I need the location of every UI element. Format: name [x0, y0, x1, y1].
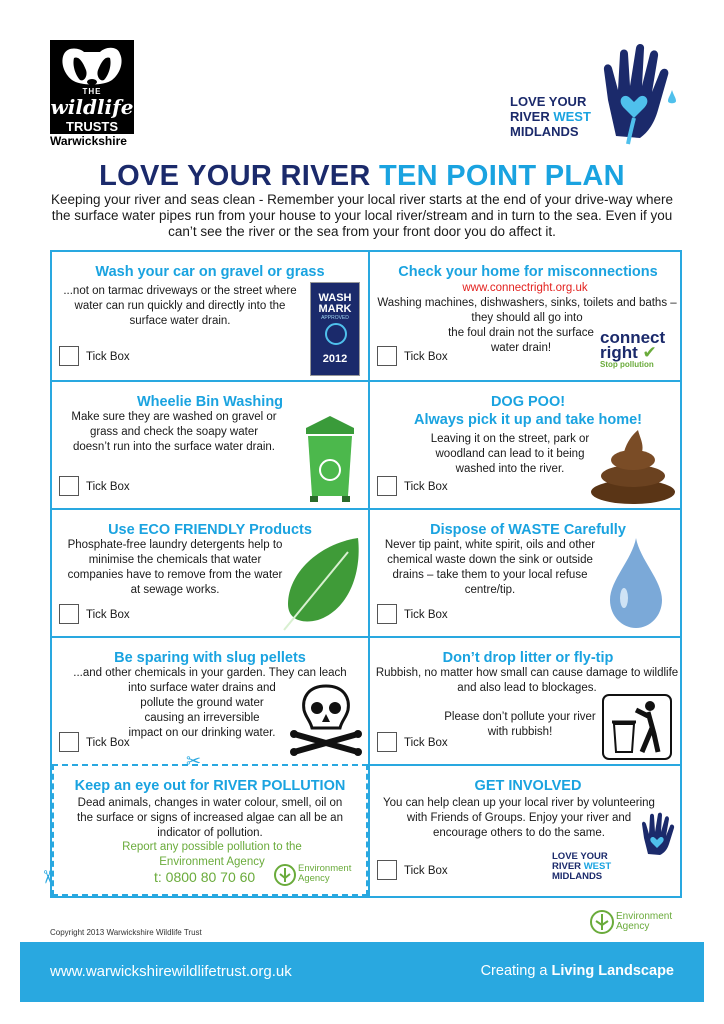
cell-title: Wash your car on gravel or grass — [95, 264, 325, 280]
love-your-river-logo-text — [510, 94, 591, 139]
cell-body: Please don’t pollute your river with rubbish! — [444, 711, 596, 738]
cell-title: Don’t drop litter or fly-tip — [442, 650, 614, 666]
tick-label: Tick Box — [404, 351, 448, 363]
washmark-line1: WASH — [318, 292, 352, 304]
dog-poo-icon — [588, 428, 678, 504]
cell-body: Make sure they are washed on gravel or grass and check the soapy water doesn’t run into the surface water drain. — [71, 411, 277, 453]
cell-body: Washing machines, dishwashers, sinks, toilets and baths – they should all go into — [377, 297, 677, 324]
cell-body: You can help clean up your local river by volunteering with Friends of Groups. Enjoy your river and encourage others to do the same. — [383, 797, 655, 839]
copyright: Copyright 2013 Warwickshire Wildlife Trust — [50, 928, 202, 937]
wt-line2: wildlife — [50, 95, 134, 119]
lyr-small-line2b: WEST — [583, 861, 612, 872]
tick-label: Tick Box — [404, 865, 448, 877]
wildlife-trusts-logo — [50, 40, 134, 148]
tick-label: Tick Box — [86, 351, 130, 363]
connect-right-line2-text: right — [600, 343, 638, 362]
cell-litter — [370, 638, 686, 766]
lyr-line1: LOVE YOUR — [510, 94, 587, 109]
tidyman-litter-icon — [602, 694, 672, 760]
cell-subtitle: Always pick it up and take home! — [413, 412, 643, 428]
cell-title: GET INVOLVED — [474, 778, 582, 794]
badger-icon — [50, 40, 134, 90]
footer-url[interactable]: www.warwickshirewildlifetrust.org.uk — [50, 963, 292, 980]
cell-river-pollution — [52, 764, 368, 896]
ea-bottom-line2: Agency — [616, 921, 650, 932]
leaf-icon — [278, 534, 364, 634]
ea-bottom-line1: Environment — [616, 911, 673, 922]
tick-box-wheelie-bin[interactable] — [59, 476, 79, 496]
love-your-river-hand-small-icon — [634, 812, 678, 856]
skull-crossbones-icon — [288, 682, 364, 758]
washmark-year: 2012 — [322, 353, 348, 365]
ea-line2: Agency — [298, 873, 330, 884]
cell-body: the foul drain not the surface water drain! — [448, 327, 594, 354]
cell-body: ...and other chemicals in your garden. They can leach — [73, 667, 347, 679]
tick-box-get-involved[interactable] — [377, 860, 397, 880]
water-drop-icon — [606, 536, 666, 630]
tick-label: Tick Box — [86, 481, 130, 493]
footer-bar — [20, 942, 704, 1002]
tick-box-misconnections[interactable] — [377, 346, 397, 366]
cell-body: Rubbish, no matter how small can cause damage to wildlife and also lead to blockages. — [375, 667, 679, 694]
tick-label: Tick Box — [404, 609, 448, 621]
cell-wash-car — [52, 252, 368, 380]
footer-tagline-prefix: Creating a — [480, 963, 548, 979]
cell-body: into surface water drains and pollute the ground water causing an irreversible impact on our drinking water. — [128, 682, 276, 739]
title-main: LOVE YOUR RIVER — [99, 160, 371, 192]
lyr-small-logo-text — [552, 852, 611, 882]
connect-right-line3: Stop pollution — [600, 360, 654, 369]
connect-right-logo — [600, 330, 680, 378]
tick-label: Tick Box — [86, 609, 130, 621]
lyr-small-line3: MIDLANDS — [552, 871, 603, 882]
wt-line1: THE — [82, 87, 102, 96]
cell-title: Use ECO FRIENDLY Products — [108, 522, 312, 538]
wt-county: Warwickshire — [50, 134, 140, 148]
cell-eco-products — [52, 510, 368, 638]
check-icon: ✔ — [642, 343, 657, 362]
footer-tagline — [481, 963, 674, 979]
tick-box-dog-poo[interactable] — [377, 476, 397, 496]
phone-number[interactable]: t: 0800 80 70 60 — [154, 869, 256, 885]
ten-point-grid — [50, 250, 682, 898]
cell-body: Never tip paint, white spirit, oils and other chemical waste down the sink or outside drains – take them to your local refuse centre/tip. — [384, 539, 596, 596]
page-title — [0, 160, 724, 193]
tick-label: Tick Box — [404, 481, 448, 493]
tick-box-slug-pellets[interactable] — [59, 732, 79, 752]
cell-title: DOG POO! — [490, 394, 566, 410]
lyr-line2 — [510, 109, 591, 124]
report-text: Report any possible pollution to the Environment Agency — [122, 841, 302, 868]
washmark-tick-icon — [325, 323, 347, 345]
cell-body: Phosphate-free laundry detergents help to minimise the chemicals that water companies have to remove from the water at sewage works. — [67, 539, 283, 596]
lyr-line2a: RIVER — [510, 109, 550, 124]
wt-line3: TRUSTS — [66, 119, 118, 134]
cell-title: Keep an eye out for RIVER POLLUTION — [74, 778, 346, 794]
cell-dispose-waste — [370, 510, 686, 638]
lyr-small-line1: LOVE YOUR — [552, 851, 608, 862]
cell-dog-poo — [370, 382, 686, 510]
washmark-line2: MARK — [318, 303, 352, 315]
environment-agency-icon — [590, 910, 614, 934]
cell-misconnections — [370, 252, 686, 380]
tick-box-eco-products[interactable] — [59, 604, 79, 624]
scissors-icon: ✂ — [186, 751, 202, 771]
cell-title: Be sparing with slug pellets — [114, 650, 306, 666]
environment-agency-icon — [274, 864, 296, 886]
lyr-line2b: WEST — [553, 109, 591, 124]
footer-tagline-bold: Living Landscape — [551, 963, 674, 979]
connect-right-line2 — [600, 345, 680, 360]
connectright-link[interactable]: www.connectright.org.uk — [462, 282, 588, 294]
tick-label: Tick Box — [86, 737, 130, 749]
ea-line1: Environment — [298, 863, 352, 874]
cell-title: Check your home for misconnections — [398, 264, 658, 280]
connect-right-line1: connect — [600, 328, 666, 347]
tick-box-litter[interactable] — [377, 732, 397, 752]
tick-box-dispose-waste[interactable] — [377, 604, 397, 624]
washmark-badge — [310, 282, 360, 376]
lyr-line3: MIDLANDS — [510, 124, 579, 139]
cell-body: Dead animals, changes in water colour, smell, oil on the surface or signs of increased algae can all be an indicator of pollution. — [77, 797, 343, 839]
tick-label: Tick Box — [404, 737, 448, 749]
cell-slug-pellets — [52, 638, 368, 766]
intro-text: Keeping your river and seas clean - Remember your local river starts at the end of your drive-way where the surface water pipes run from your house to your local river/stream and in turn to the sea. Even if you can’t see the river or the sea from your front door you do affect it. — [50, 192, 674, 239]
cell-title: Wheelie Bin Washing — [136, 394, 284, 410]
title-accent: TEN POINT PLAN — [378, 160, 625, 192]
cell-wheelie-bin — [52, 382, 368, 510]
wheelie-bin-icon — [300, 414, 360, 504]
cell-body: Leaving it on the street, park or woodland can lead to it being washed into the river. — [430, 433, 590, 475]
tick-box-wash-car[interactable] — [59, 346, 79, 366]
scissors-icon: ✂ — [37, 869, 58, 885]
washmark-line3: APPROVED — [321, 315, 349, 321]
cell-title: Dispose of WASTE Carefully — [430, 522, 626, 538]
lyr-small-line2a: RIVER — [552, 861, 582, 872]
cell-body: ...not on tarmac driveways or the street where water can run quickly and directly into the surface water drain. — [63, 285, 297, 327]
cell-get-involved — [370, 766, 686, 896]
